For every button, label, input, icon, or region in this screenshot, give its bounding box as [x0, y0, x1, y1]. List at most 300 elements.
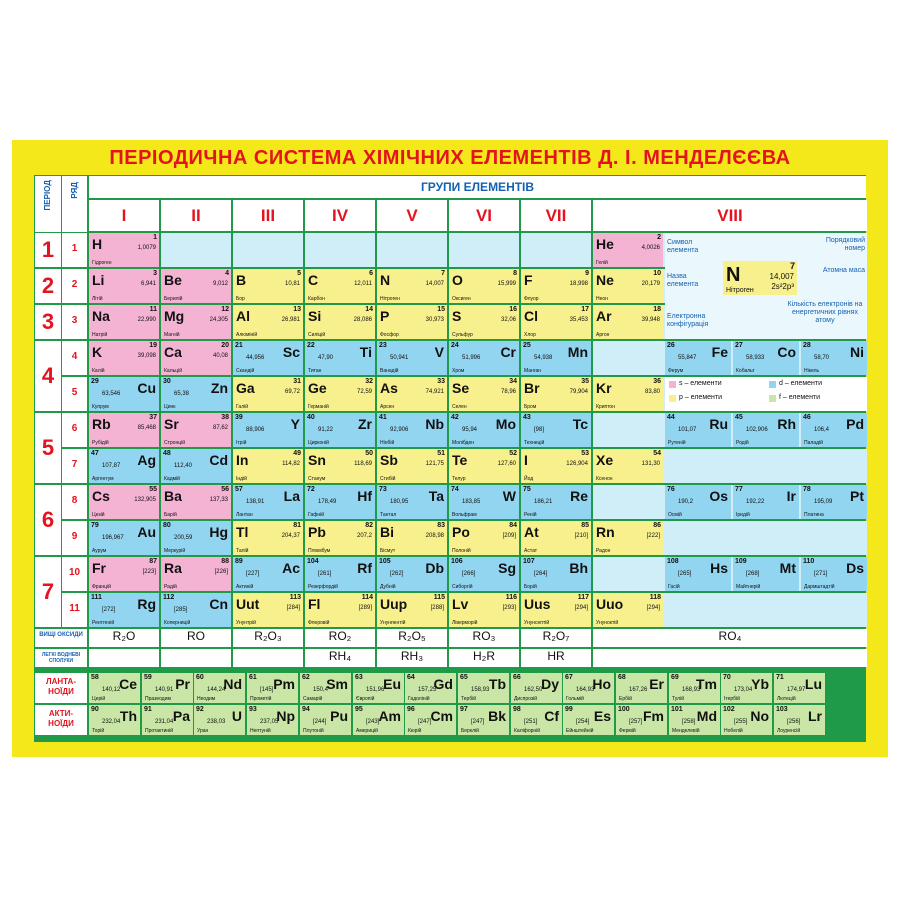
element-cell-sm[interactable] — [300, 673, 351, 703]
atomic-mass: [251] — [524, 719, 538, 725]
element-symbol: Mt — [779, 560, 796, 576]
atomic-number: 8 — [513, 270, 517, 277]
atomic-mass: [227] — [246, 571, 260, 577]
element-cell-hs[interactable] — [665, 557, 731, 591]
element-cell-nd[interactable] — [194, 673, 245, 703]
element-cell-in[interactable] — [233, 449, 303, 483]
element-cell-au[interactable] — [89, 521, 159, 555]
element-cell-la[interactable] — [233, 485, 303, 519]
atomic-number: 76 — [667, 486, 675, 493]
element-cell-rf[interactable] — [305, 557, 375, 591]
hydride-formula: H₂R — [449, 649, 519, 667]
element-symbol: He — [596, 236, 614, 252]
element-cell-mo[interactable] — [449, 413, 519, 447]
element-cell-bk[interactable] — [458, 705, 509, 735]
element-symbol: Ac — [282, 560, 300, 576]
legend-example-config: 2s²2p³ — [771, 282, 794, 291]
element-cell-na[interactable] — [89, 305, 159, 339]
element-cell-li[interactable] — [89, 269, 159, 303]
atomic-number: 75 — [523, 486, 531, 493]
element-cell-te[interactable] — [449, 449, 519, 483]
atomic-number: 53 — [581, 450, 589, 457]
element-cell-co[interactable] — [733, 341, 799, 375]
element-cell-gd[interactable] — [405, 673, 456, 703]
element-cell-cl[interactable] — [521, 305, 591, 339]
element-cell-ru[interactable] — [665, 413, 731, 447]
element-cell-uut[interactable] — [233, 593, 303, 627]
element-name: Індій — [236, 476, 247, 482]
element-name: Скандій — [236, 368, 255, 374]
element-cell-ni[interactable] — [801, 341, 867, 375]
element-cell-zn[interactable] — [161, 377, 231, 411]
element-cell-ge[interactable] — [305, 377, 375, 411]
element-name: Платина — [804, 512, 824, 518]
atomic-mass: 63,546 — [102, 391, 121, 397]
atomic-number: 62 — [302, 674, 310, 681]
element-cell-si[interactable] — [305, 305, 375, 339]
element-cell-o[interactable] — [449, 269, 519, 303]
element-name: Гелій — [596, 260, 608, 266]
element-cell-mt[interactable] — [733, 557, 799, 591]
element-symbol: Cu — [137, 380, 156, 396]
element-cell-n[interactable] — [377, 269, 447, 303]
oxide-formula: RO — [161, 629, 231, 647]
element-symbol: Ca — [164, 344, 182, 360]
element-name: Осмій — [668, 512, 682, 518]
atomic-mass: 183,85 — [462, 499, 481, 505]
atomic-mass: 28,086 — [353, 317, 372, 323]
element-cell-b[interactable] — [233, 269, 303, 303]
element-name: Америцій — [356, 728, 378, 734]
element-cell-db[interactable] — [377, 557, 447, 591]
atomic-mass: [272] — [102, 607, 116, 613]
element-cell-er[interactable] — [616, 673, 667, 703]
element-cell-u[interactable] — [194, 705, 245, 735]
period-header — [35, 176, 61, 232]
atomic-mass: 190,2 — [678, 499, 694, 505]
atomic-number: 47 — [91, 450, 99, 457]
legend-example-number: 7 — [789, 261, 795, 271]
element-cell-ds[interactable] — [801, 557, 867, 591]
element-cell-fe[interactable] — [665, 341, 731, 375]
atomic-number: 12 — [221, 306, 229, 313]
element-symbol: Hs — [710, 560, 728, 576]
element-symbol: Se — [452, 380, 470, 396]
element-cell-s[interactable] — [449, 305, 519, 339]
element-cell-pa[interactable] — [142, 705, 193, 735]
element-cell-ca[interactable] — [161, 341, 231, 375]
element-symbol: B — [236, 272, 247, 288]
element-cell-f[interactable] — [521, 269, 591, 303]
element-cell-pt[interactable] — [801, 485, 867, 519]
element-cell-ra[interactable] — [161, 557, 231, 591]
element-name: Титан — [308, 368, 322, 374]
element-name: Родій — [736, 440, 749, 446]
element-name: Дармштадтій — [804, 584, 835, 590]
row-label: РЯД — [70, 182, 79, 199]
element-cell-ir[interactable] — [733, 485, 799, 519]
groups-title — [89, 176, 866, 198]
element-cell-ba[interactable] — [161, 485, 231, 519]
element-cell-bh[interactable] — [521, 557, 591, 591]
element-symbol: Ir — [786, 488, 796, 504]
hydride-formula: RH₃ — [377, 649, 447, 667]
atomic-mass: 15,999 — [497, 281, 516, 287]
element-symbol: Sn — [308, 452, 326, 468]
atomic-mass: [264] — [534, 571, 548, 577]
element-symbol: Ba — [164, 488, 182, 504]
atomic-mass: 158,93 — [471, 687, 490, 693]
element-name: Берилій — [164, 296, 183, 302]
element-cell-hg[interactable] — [161, 521, 231, 555]
element-cell-xe[interactable] — [593, 449, 663, 483]
legend-symbol-label: Символ елемента — [667, 239, 699, 254]
atomic-mass: [255] — [734, 719, 748, 725]
element-cell-cd[interactable] — [161, 449, 231, 483]
element-cell-os[interactable] — [665, 485, 731, 519]
atomic-mass: 74,921 — [425, 389, 444, 395]
element-cell-w[interactable] — [449, 485, 519, 519]
element-symbol: Kr — [596, 380, 612, 396]
element-name: Плутоній — [303, 728, 324, 734]
empty-cell — [233, 233, 303, 267]
row-cell — [62, 233, 87, 267]
element-name: Гольмій — [566, 696, 584, 702]
atomic-number: 39 — [235, 414, 243, 421]
element-cell-pm[interactable] — [247, 673, 298, 703]
atomic-mass: 114,82 — [282, 461, 300, 467]
atomic-mass: 39,948 — [641, 317, 660, 323]
atomic-mass: 127,60 — [497, 461, 516, 467]
atomic-mass: 168,93 — [682, 687, 701, 693]
element-cell-pb[interactable] — [305, 521, 375, 555]
element-cell-tm[interactable] — [669, 673, 720, 703]
element-cell-re[interactable] — [521, 485, 591, 519]
element-cell-mn[interactable] — [521, 341, 591, 375]
atomic-number: 18 — [653, 306, 661, 313]
element-cell-mg[interactable] — [161, 305, 231, 339]
element-symbol: Rb — [92, 416, 111, 432]
element-cell-lv[interactable] — [449, 593, 519, 627]
element-cell-tb[interactable] — [458, 673, 509, 703]
element-symbol: Sm — [326, 676, 348, 692]
element-symbol: Ti — [359, 344, 372, 360]
page-title: ПЕРІОДИЧНА СИСТЕМА ХІМІЧНИХ ЕЛЕМЕНТІВ Д. І. МЕНДЕЛЄЄВА — [109, 147, 791, 169]
period-cell — [35, 305, 61, 339]
atomic-number: 67 — [565, 674, 573, 681]
element-cell-cu[interactable] — [89, 377, 159, 411]
element-symbol: U — [231, 708, 242, 724]
atomic-mass: 186,21 — [534, 499, 553, 505]
element-cell-yb[interactable] — [721, 673, 772, 703]
element-name: Плюмбум — [308, 548, 331, 554]
atomic-mass: [293] — [502, 605, 516, 611]
element-cell-sc[interactable] — [233, 341, 303, 375]
element-symbol: Br — [524, 380, 540, 396]
element-cell-md[interactable] — [669, 705, 720, 735]
element-cell-kr[interactable] — [593, 377, 663, 411]
element-cell-lu[interactable] — [774, 673, 825, 703]
atomic-mass: 180,95 — [390, 499, 409, 505]
period-number: 5 — [41, 435, 55, 460]
row-cell — [62, 449, 87, 483]
element-cell-cf[interactable] — [511, 705, 562, 735]
swatch-d — [769, 381, 776, 388]
element-name: Торій — [92, 728, 105, 734]
element-cell-br[interactable] — [521, 377, 591, 411]
element-cell-no[interactable] — [721, 705, 772, 735]
atomic-mass: [257] — [629, 719, 643, 725]
element-cell-th[interactable] — [89, 705, 140, 735]
element-cell-ti[interactable] — [305, 341, 375, 375]
group-numeral: VI — [475, 206, 493, 225]
atomic-number: 73 — [379, 486, 387, 493]
atomic-number: 3 — [153, 270, 157, 277]
element-name: Борій — [524, 584, 537, 590]
element-name: Галій — [236, 404, 249, 410]
element-cell-uup[interactable] — [377, 593, 447, 627]
element-cell-pr[interactable] — [142, 673, 193, 703]
legend-number-label: Порядковий номер — [825, 237, 865, 252]
atomic-mass: [266] — [462, 571, 476, 577]
atomic-mass: [268] — [746, 571, 760, 577]
atomic-number: 88 — [221, 558, 229, 565]
element-cell-ag[interactable] — [89, 449, 159, 483]
atomic-number: 52 — [509, 450, 517, 457]
element-cell-cr[interactable] — [449, 341, 519, 375]
element-cell-ne[interactable] — [593, 269, 663, 303]
element-cell-es[interactable] — [563, 705, 614, 735]
atomic-mass: [254] — [576, 719, 590, 725]
element-cell-rh[interactable] — [733, 413, 799, 447]
element-symbol: Rh — [777, 416, 796, 432]
element-cell-eu[interactable] — [353, 673, 404, 703]
element-name: Молібден — [452, 440, 475, 446]
element-cell-h[interactable] — [89, 233, 159, 267]
element-cell-fl[interactable] — [305, 593, 375, 627]
element-symbol: Sr — [164, 416, 179, 432]
element-name: Унунтрій — [236, 620, 256, 626]
group-header — [449, 200, 519, 231]
element-symbol: Nb — [425, 416, 444, 432]
element-name: Ітербій — [724, 696, 740, 702]
element-name: Прометій — [250, 696, 272, 702]
element-cell-ga[interactable] — [233, 377, 303, 411]
element-name: Аргон — [596, 332, 610, 338]
element-cell-am[interactable] — [353, 705, 404, 735]
element-name: Європій — [356, 696, 375, 702]
element-symbol: In — [236, 452, 249, 468]
element-cell-be[interactable] — [161, 269, 231, 303]
atomic-number: 19 — [149, 342, 157, 349]
atomic-number: 60 — [196, 674, 204, 681]
element-cell-he[interactable] — [593, 233, 663, 267]
element-cell-v[interactable] — [377, 341, 447, 375]
oxide-formula: RO₄ — [593, 629, 867, 647]
atomic-mass: 30,973 — [425, 317, 444, 323]
atomic-number: 10 — [653, 270, 661, 277]
element-name: Фермій — [619, 728, 636, 734]
element-cell-ce[interactable] — [89, 673, 140, 703]
period-number: 2 — [41, 273, 55, 298]
atomic-mass: 138,91 — [246, 499, 265, 505]
atomic-number: 40 — [307, 414, 315, 421]
element-cell-as[interactable] — [377, 377, 447, 411]
element-cell-sn[interactable] — [305, 449, 375, 483]
row-number: 9 — [71, 531, 78, 542]
atomic-number: 24 — [451, 342, 459, 349]
atomic-number: 46 — [803, 414, 811, 421]
swatch-s — [669, 381, 676, 388]
element-name: Менделевій — [672, 728, 700, 734]
element-name: Нікель — [804, 368, 820, 374]
element-cell-po[interactable] — [449, 521, 519, 555]
element-name: Цинк — [164, 404, 176, 410]
element-cell-pd[interactable] — [801, 413, 867, 447]
element-cell-zr[interactable] — [305, 413, 375, 447]
atomic-mass: 18,998 — [569, 281, 588, 287]
element-name: Диспрозій — [514, 696, 538, 702]
element-cell-bi[interactable] — [377, 521, 447, 555]
element-cell-ta[interactable] — [377, 485, 447, 519]
atomic-number: 30 — [163, 378, 171, 385]
element-cell-c[interactable] — [305, 269, 375, 303]
period-cell — [35, 413, 61, 483]
atomic-mass: 208,98 — [425, 533, 444, 539]
atomic-number: 90 — [91, 706, 99, 713]
atomic-number: 82 — [365, 522, 373, 529]
element-cell-uuo[interactable] — [593, 593, 663, 627]
atomic-number: 16 — [509, 306, 517, 313]
atomic-number: 54 — [653, 450, 661, 457]
row-number: 6 — [71, 423, 78, 434]
element-cell-tl[interactable] — [233, 521, 303, 555]
element-name: Хлор — [524, 332, 536, 338]
element-cell-hf[interactable] — [305, 485, 375, 519]
element-cell-ar[interactable] — [593, 305, 663, 339]
group-header — [233, 200, 303, 231]
element-symbol: Be — [164, 272, 182, 288]
atomic-mass: 72,59 — [356, 389, 372, 395]
element-symbol: Fe — [711, 344, 728, 360]
element-symbol: Am — [378, 708, 401, 724]
element-symbol: Cm — [430, 708, 453, 724]
element-cell-al[interactable] — [233, 305, 303, 339]
atomic-number: 35 — [581, 378, 589, 385]
legend-example-cell — [723, 261, 797, 295]
element-cell-fr[interactable] — [89, 557, 159, 591]
element-cell-rb[interactable] — [89, 413, 159, 447]
element-symbol: Cr — [500, 344, 516, 360]
element-cell-sr[interactable] — [161, 413, 231, 447]
element-name: Неон — [596, 296, 608, 302]
row-cell — [62, 521, 87, 555]
oxides-label — [35, 629, 87, 647]
atomic-number: 11 — [149, 306, 157, 313]
element-symbol: Pb — [308, 524, 326, 540]
element-cell-rg[interactable] — [89, 593, 159, 627]
element-cell-rn[interactable] — [593, 521, 663, 555]
hydride-formula: HR — [521, 649, 591, 667]
element-cell-nb[interactable] — [377, 413, 447, 447]
atomic-number: 44 — [667, 414, 675, 421]
element-cell-cs[interactable] — [89, 485, 159, 519]
element-cell-cm[interactable] — [405, 705, 456, 735]
element-symbol: Nd — [223, 676, 242, 692]
element-cell-ac[interactable] — [233, 557, 303, 591]
element-cell-p[interactable] — [377, 305, 447, 339]
element-cell-cn[interactable] — [161, 593, 231, 627]
element-cell-pu[interactable] — [300, 705, 351, 735]
atomic-number: 74 — [451, 486, 459, 493]
element-legend — [665, 233, 867, 339]
element-symbol: Sg — [498, 560, 516, 576]
element-cell-dy[interactable] — [511, 673, 562, 703]
atomic-number: 43 — [523, 414, 531, 421]
element-symbol: Cn — [209, 596, 228, 612]
element-name: Резерфордій — [308, 584, 338, 590]
atomic-number: 22 — [307, 342, 315, 349]
element-symbol: Ru — [709, 416, 728, 432]
element-cell-i[interactable] — [521, 449, 591, 483]
element-cell-lr[interactable] — [774, 705, 825, 735]
atomic-mass: 174,97 — [787, 687, 806, 693]
element-name: Неодим — [197, 696, 216, 702]
element-name: Гасій — [668, 584, 680, 590]
atomic-number: 110 — [803, 558, 815, 565]
atomic-mass: 58,70 — [814, 355, 830, 361]
atomic-number: 26 — [667, 342, 675, 349]
atomic-mass: 4,0026 — [641, 245, 660, 251]
element-cell-se[interactable] — [449, 377, 519, 411]
element-symbol: Lv — [452, 596, 469, 612]
element-cell-uus[interactable] — [521, 593, 591, 627]
atomic-number: 81 — [293, 522, 301, 529]
atomic-number: 84 — [509, 522, 517, 529]
atomic-mass: 132,905 — [134, 497, 156, 503]
element-cell-ho[interactable] — [563, 673, 614, 703]
element-symbol: Rf — [357, 560, 372, 576]
element-symbol: Db — [425, 560, 444, 576]
element-name: Нобелій — [724, 728, 743, 734]
element-symbol: Es — [593, 708, 611, 724]
atomic-mass: [294] — [646, 605, 660, 611]
atomic-number: 15 — [437, 306, 445, 313]
atomic-number: 92 — [196, 706, 204, 713]
atomic-mass: 192,22 — [746, 499, 765, 505]
block-label-p: p – елементи — [679, 394, 723, 401]
atomic-mass: [262] — [390, 571, 404, 577]
atomic-number: 57 — [235, 486, 243, 493]
group-numeral: V — [406, 206, 418, 225]
element-cell-y[interactable] — [233, 413, 303, 447]
element-symbol: At — [524, 524, 539, 540]
element-cell-at[interactable] — [521, 521, 591, 555]
element-symbol: Rg — [137, 596, 156, 612]
element-symbol: Tm — [696, 676, 717, 692]
element-cell-sb[interactable] — [377, 449, 447, 483]
legend-example-symbol: N — [726, 264, 741, 286]
element-symbol: Uuo — [596, 596, 624, 612]
actinoids-label — [35, 705, 87, 735]
element-cell-fm[interactable] — [616, 705, 667, 735]
element-symbol: Mg — [164, 308, 185, 324]
element-cell-sg[interactable] — [449, 557, 519, 591]
element-name: Тантал — [380, 512, 397, 518]
element-cell-tc[interactable] — [521, 413, 591, 447]
element-cell-k[interactable] — [89, 341, 159, 375]
element-cell-np[interactable] — [247, 705, 298, 735]
